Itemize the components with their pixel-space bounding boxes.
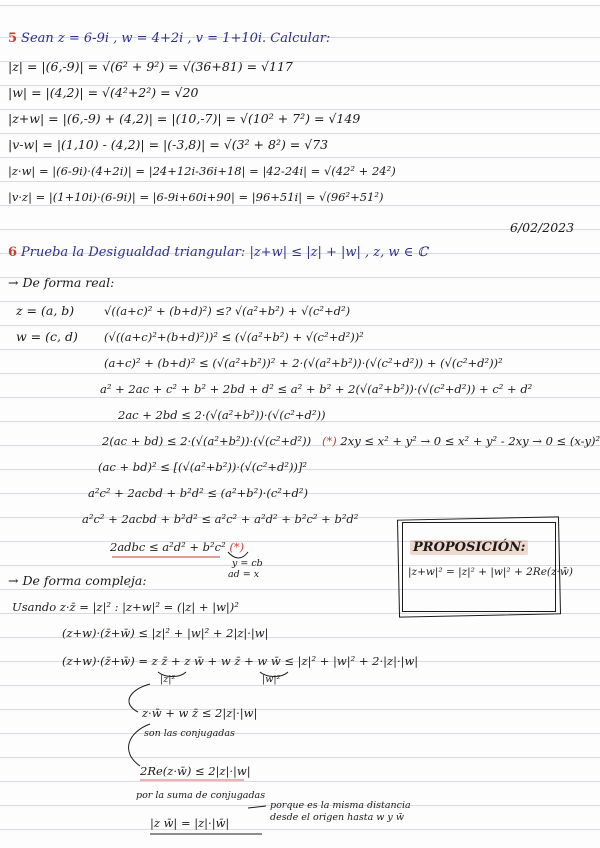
sum-conjugates-note: por la suma de conjugadas [136,790,266,801]
problem-6-statement [8,244,428,262]
right-arrow-icon: → [8,275,19,290]
p5-line-2: |w| = |(4,2)| = √(4²+2²) = √20 [8,85,199,100]
p5-line-4: |v-w| = |(1,10) - (4,2)| = |(-3,8)| = √(3² + 8²) = √73 [8,137,329,152]
real-line-2: (√((a+c)²+(b+d)²))² ≤ (√(a²+b²) + √(c²+d²))² [104,330,364,344]
complex-line-1: Usando z·z̄ = |z|² : |z+w|² = (|z| + |w|)² [12,600,239,614]
right-arrow-icon: → [8,573,19,588]
problem-6-number: 6 [8,245,18,260]
under-ww-label: |w|² [262,674,281,685]
real-line-5: 2ac + 2bd ≤ 2·(√(a²+b²))·(√(c²+d²)) [118,408,326,422]
side-note-text: 2xy ≤ x² + y² → 0 ≤ x² + y² - 2xy → 0 ≤ (x-y)² [340,434,600,448]
side-star-marker: (*) [322,434,337,448]
p5-line-5: |z·w| = |(6-9i)·(4+2i)| = |24+12i-36i+18| = |42-24i| = √(42² + 24²) [8,164,396,178]
real-form-heading: → De forma real: [8,275,115,290]
real-line-7: (ac + bd)² ≤ [(√(a²+b²))·(√(c²+d²))]² [98,460,308,474]
substitution-y: y = cb [232,558,263,569]
p5-line-1: |z| = |(6,-9)| = √(6² + 9²) = √(36+81) = √117 [8,59,293,74]
problem-5-text: Sean z = 6-9i , w = 4+2i , v = 1+10i. Calcular: [21,31,331,46]
complex-line-6: |z w̄| = |z|·|w̄| [150,816,230,830]
p5-line-6: |v·z| = |(1+10i)·(6-9i)| = |6-9i+60i+90| = |96+51i| = √(96²+51²) [8,190,384,204]
complex-line-3: (z+w)·(z̄+w̄) = z z̄ + z w̄ + w z̄ + w w̄ ≤ |z|² + |w|² + 2·|z|·|w| [62,654,419,668]
problem-5-number: 5 [8,31,18,46]
real-line-1: √((a+c)² + (b+d)²) ≤? √(a²+b²) + √(c²+d²) [104,304,351,318]
date: 6/02/2023 [510,220,575,235]
real-line-4: a² + 2ac + c² + b² + 2bd + d² ≤ a² + b² + 2(√(a²+b²))·(√(c²+d²)) + c² + d² [100,382,533,396]
problem-6-text: Prueba la Desigualdad triangular: |z+w| ≤ |z| + |w| , z, w ∈ ℂ [21,245,428,260]
real-line-10 [110,538,244,556]
real-line-10-text: 2adbc ≤ a²d² + b²c² [110,540,226,554]
w-definition: w = (c, d) [16,329,78,344]
real-line-6: 2(ac + bd) ≤ 2·(√(a²+b²))·(√(c²+d²)) [102,434,312,448]
real-line-3: (a+c)² + (b+d)² ≤ (√(a²+b²))² + 2·(√(a²+b²))·(√(c²+d²)) + (√(c²+d²))² [104,356,503,370]
complex-line-4: z·w̄ + w z̄ ≤ 2|z|·|w| [142,706,258,720]
complex-line-2: (z+w)·(z̄+w̄) ≤ |z|² + |w|² + 2|z|·|w| [62,626,269,640]
proposition-formula: |z+w|² = |z|² + |w|² + 2Re(z·w̄) [408,566,573,578]
problem-5-statement [8,30,330,48]
side-note [322,432,600,450]
proposition-title: PROPOSICIÓN: [410,540,528,555]
distance-note-1: porque es la misma distancia [270,800,411,811]
substitution-x: ad = x [228,569,260,580]
real-line-8: a²c² + 2acbd + b²d² ≤ (a²+b²)·(c²+d²) [88,486,308,500]
complex-form-heading: → De forma compleja: [8,573,147,588]
real-line-9: a²c² + 2acbd + b²d² ≤ a²c² + a²d² + b²c² + b²d² [82,512,359,526]
z-definition: z = (a, b) [16,303,75,318]
star-marker: (*) [229,540,245,554]
conjugates-note: son las conjugadas [144,728,235,739]
under-zz-label: |z|² [160,674,176,685]
p5-line-3: |z+w| = |(6,-9) + (4,2)| = |(10,-7)| = √(10² + 7²) = √149 [8,111,361,126]
complex-line-5: 2Re(z·w̄) ≤ 2|z|·|w| [140,764,251,778]
pointer-arrow-stroke [248,806,266,808]
distance-note-2: desde el origen hasta w y w̄ [270,812,404,823]
